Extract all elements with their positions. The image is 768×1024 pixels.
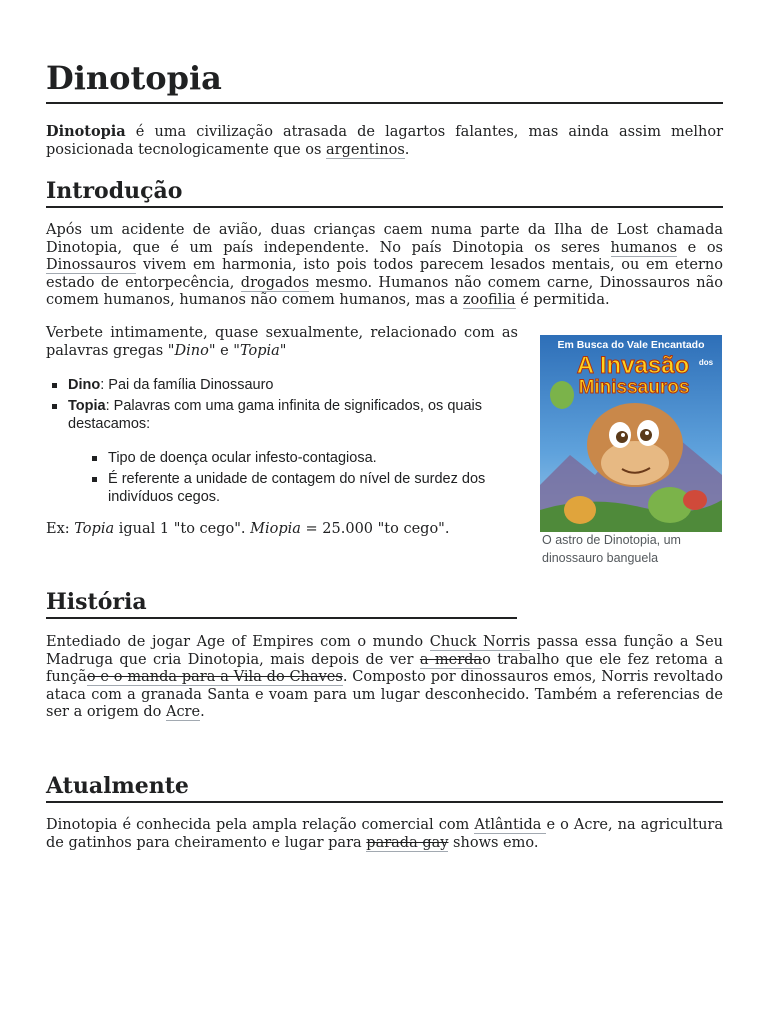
historia-text-2: passa essa função a Seu Madruga que cria Dinotopia, mais depois de ver [46, 634, 723, 668]
atualmente-text-3: shows emo. [448, 834, 539, 851]
link-humanos[interactable]: humanos [610, 239, 678, 256]
atualmente-text-2: e o Acre, na agricultura de gatinhos para cheiramento e lugar para [46, 817, 723, 851]
link-acre[interactable]: Acre [165, 704, 201, 720]
link-chuck-norris[interactable]: Chuck Norris [429, 634, 531, 650]
strike-text-1[interactable]: a merda [419, 651, 483, 668]
sublist-item-2: É referente a unidade de contagem do nível de surdez dos indivíduos cegos. [86, 470, 516, 506]
verbete-paragraph [46, 325, 518, 360]
link-dinossauros[interactable]: Dinossauros [46, 257, 137, 273]
poster-title-line-2: Minissauros [578, 377, 690, 398]
heading-historia: História [46, 587, 517, 619]
poster-title-dos: dos [698, 358, 714, 367]
verbete-topia: Topia [239, 342, 280, 359]
introducao-text-4: mesmo. Humanos não comem carne, Dinossauros não comem humanos, humanos não comem humanos, mas a [46, 274, 723, 308]
heading-atualmente: Atualmente [46, 771, 723, 803]
strike-text-2[interactable]: o e o manda para a Vila do Chaves [86, 669, 343, 685]
link-argentinos[interactable]: argentinos [326, 141, 405, 158]
historia-paragraph [46, 634, 723, 722]
historia-text-4: . Composto por dinossauros emos, Norris revoltado ataca com a granada Santa e voam para um lugar desconhecido. Também a referencias de ser a origem do [46, 669, 723, 720]
atualmente-text-1: Dinotopia é conhecida pela ampla relação comercial com [46, 817, 475, 833]
figure-caption: O astro de Dinotopia, um dinossauro banguela [542, 533, 681, 565]
poster-subtitle: Em Busca do Vale Encantado [557, 339, 705, 351]
intro-bold-title: Dinotopia [46, 123, 126, 140]
list-item-dino [46, 376, 516, 394]
historia-text-5: . [200, 704, 205, 720]
movie-poster-image[interactable] [540, 335, 722, 532]
verbete-text-3: " [279, 342, 287, 359]
example-text-1: Ex: [46, 521, 75, 537]
strike-parada[interactable]: parada gay [366, 834, 449, 851]
intro-paragraph [46, 123, 723, 159]
intro-text: é uma civilização atrasada de lagartos falantes, mas ainda assim melhor posicionada tecnologicamente que os [46, 124, 723, 158]
list-item-topia [46, 397, 516, 433]
introducao-text-3: vivem em harmonia, isto pois todos parecem lesados mentais, ou em eterno estado de entorpecência, [46, 257, 723, 291]
verbete-text-1: Verbete intimamente, quase sexualmente, relacionado com as palavras gregas " [46, 325, 518, 359]
example-text-2: igual 1 "to cego". [114, 521, 251, 537]
sublist-item-1: Tipo de doença ocular infesto-contagiosa. [86, 449, 516, 467]
atualmente-paragraph [46, 817, 723, 852]
poster-title-line-1: A Invasão [576, 352, 690, 379]
list-item-topia-term: Topia [68, 398, 106, 414]
verbete-dino: Dino [174, 342, 209, 359]
historia-text-3: o trabalho que ele fez retoma a funçã [46, 651, 723, 685]
list-item-dino-text: : Pai da família Dinossauro [100, 377, 274, 393]
heading-introducao: Introdução [46, 176, 723, 208]
example-topia: Topia [74, 521, 115, 537]
link-zoofilia[interactable]: zoofilia [462, 292, 516, 308]
example-text-3: = 25.000 "to cego". [300, 521, 450, 537]
introducao-text-1: Após um acidente de avião, duas crianças caem numa parte da Ilha de Lost chamada Dinotopia, que é um país independente. No país Dinotopia os seres [46, 222, 723, 256]
historia-text-1: Entediado de jogar Age of Empires com o mundo [46, 634, 430, 650]
verbete-text-2: " e " [208, 342, 240, 359]
page-title: Dinotopia [46, 56, 723, 104]
list-item-dino-term: Dino [68, 377, 101, 393]
example-paragraph [46, 521, 516, 539]
example-miopia: Miopia [250, 521, 301, 537]
introducao-paragraph [46, 222, 723, 310]
intro-text-end: . [404, 141, 410, 158]
link-drogados[interactable]: drogados [240, 274, 310, 291]
introducao-text-2: e os [677, 239, 723, 256]
list-item-topia-text: : Palavras com uma gama infinita de significados, os quais destacamos: [68, 398, 482, 432]
link-atlantida[interactable]: Atlântida [474, 817, 547, 833]
topia-sublist [86, 449, 516, 509]
definition-list [46, 376, 516, 436]
introducao-text-5: é permitida. [515, 292, 610, 308]
